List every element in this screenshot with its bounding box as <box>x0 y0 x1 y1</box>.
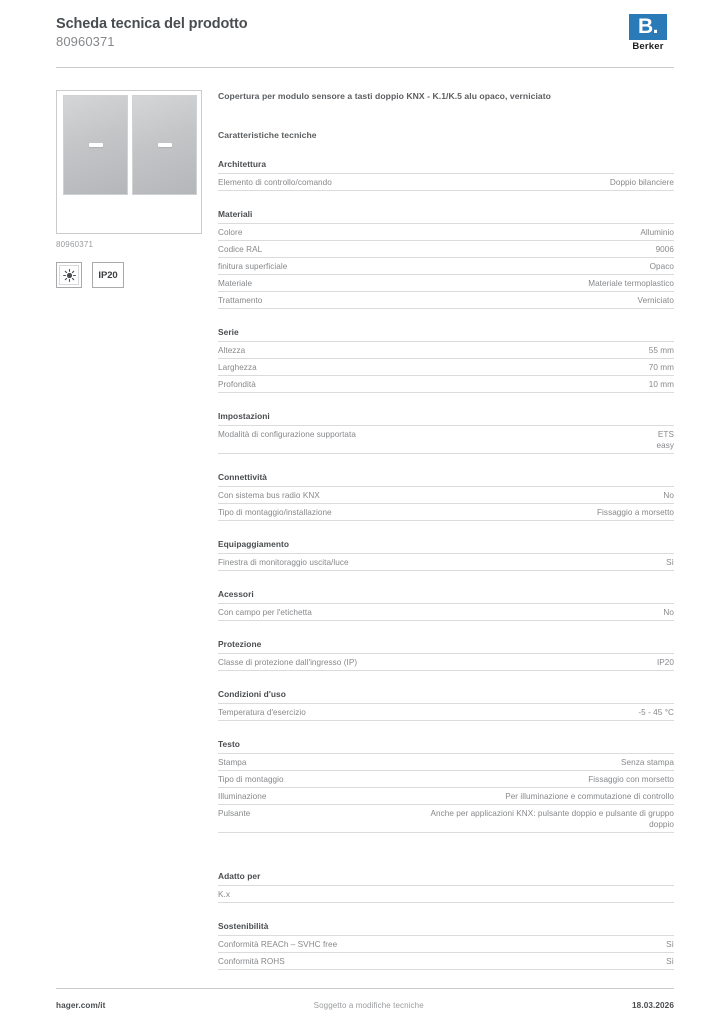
logo-mark-icon <box>629 14 667 40</box>
footer-website[interactable]: hager.com/it <box>56 1000 106 1010</box>
spec-row <box>218 754 674 771</box>
spec-row-label: Conformità REACh – SVHC free <box>218 939 338 949</box>
spec-rows <box>218 223 674 309</box>
spec-row-label: Con campo per l'etichetta <box>218 607 312 617</box>
rocker-slot-left-icon <box>89 143 103 147</box>
spec-row-value: ETS easy <box>656 429 674 450</box>
spec-row <box>218 704 674 721</box>
spec-row-label: Con sistema bus radio KNX <box>218 490 320 500</box>
page-footer <box>56 998 674 1012</box>
spec-row <box>218 359 674 376</box>
page-header <box>56 16 674 66</box>
spec-row-label: Modalità di configurazione supportata <box>218 429 356 439</box>
product-media-column <box>56 90 204 288</box>
spec-row-value: Alluminio <box>640 227 674 237</box>
spec-row-value: 70 mm <box>648 362 674 372</box>
ip-rating-badge <box>92 262 124 288</box>
spec-groups <box>218 159 674 970</box>
product-image-caption: 80960371 <box>56 240 94 249</box>
spec-rows <box>218 653 674 671</box>
spec-group <box>218 327 674 393</box>
spec-group-title: Connettività <box>218 472 267 482</box>
spec-group <box>218 209 674 309</box>
spec-row <box>218 426 674 454</box>
ip-rating-label: IP20 <box>98 269 118 281</box>
spec-row-value: Fissaggio a morsetto <box>597 507 674 517</box>
spec-row <box>218 771 674 788</box>
spec-row <box>218 886 674 903</box>
spec-row-value: IP20 <box>656 657 674 667</box>
spec-row <box>218 376 674 393</box>
logo-wordmark: Berker <box>632 41 664 52</box>
spec-row-value: Per illuminazione e commutazione di controllo <box>505 791 674 801</box>
spec-group-title: Equipaggiamento <box>218 539 290 549</box>
spec-row-label: K.x <box>218 889 230 899</box>
spec-row-label: Pulsante <box>218 808 251 818</box>
spec-row-label: Profondità <box>218 379 256 389</box>
technical-characteristics-heading: Caratteristiche tecniche <box>218 130 317 140</box>
footer-disclaimer: Soggetto a modifiche tecniche <box>313 1000 424 1010</box>
spec-row-value: Sì <box>666 956 674 966</box>
spec-group-title: Adatto per <box>218 871 261 881</box>
spec-row-label: Illuminazione <box>218 791 267 801</box>
spec-rows <box>218 703 674 721</box>
spec-row-value: 9006 <box>655 244 674 254</box>
spec-row-label: Trattamento <box>218 295 263 305</box>
spec-row <box>218 554 674 571</box>
product-description: Copertura per modulo sensore a tasti doppio KNX - K.1/K.5 alu opaco, verniciato <box>218 91 551 101</box>
spec-row-label: Finestra di monitoraggio uscita/luce <box>218 557 349 567</box>
rocker-slot-right-icon <box>158 143 172 147</box>
spec-row-value: Sì <box>666 557 674 567</box>
spec-rows <box>218 486 674 521</box>
spec-row-value: Sì <box>666 939 674 949</box>
spec-row-label: Codice RAL <box>218 244 263 254</box>
spec-row <box>218 805 674 833</box>
spec-group-title: Testo <box>218 739 240 749</box>
spec-group-title: Materiali <box>218 209 253 219</box>
spec-group-title: Sostenibilità <box>218 921 269 931</box>
spec-row <box>218 275 674 292</box>
spec-row <box>218 504 674 521</box>
spec-row <box>218 258 674 275</box>
spec-row-label: Conformità ROHS <box>218 956 285 966</box>
spec-group-title: Acessori <box>218 589 254 599</box>
spec-row-label: Altezza <box>218 345 246 355</box>
spec-row <box>218 292 674 309</box>
spec-group <box>218 639 674 671</box>
spec-row-value: Opaco <box>649 261 674 271</box>
product-badges <box>56 262 204 288</box>
spec-group <box>218 871 674 903</box>
rocker-right <box>132 95 197 195</box>
spec-row-label: Larghezza <box>218 362 257 372</box>
spec-row <box>218 174 674 191</box>
spec-row <box>218 342 674 359</box>
product-image <box>56 90 202 234</box>
spec-group-title: Condizioni d'uso <box>218 689 286 699</box>
spec-group <box>218 159 674 191</box>
spec-row-value: No <box>663 490 674 500</box>
spec-rows <box>218 173 674 191</box>
spec-row-value: Verniciato <box>637 295 674 305</box>
logo-mark-text: B. <box>638 15 658 38</box>
spec-row-value: Fissaggio con morsetto <box>588 774 674 784</box>
spec-row-label: Colore <box>218 227 243 237</box>
spec-row-label: Stampa <box>218 757 247 767</box>
spec-rows <box>218 425 674 454</box>
spec-row <box>218 604 674 621</box>
spec-row-value: 10 mm <box>648 379 674 389</box>
header-divider <box>56 67 674 68</box>
spec-group <box>218 539 674 571</box>
spec-group-title: Architettura <box>218 159 267 169</box>
spec-group <box>218 739 674 833</box>
spec-row-value: Doppio bilanciere <box>609 177 674 187</box>
spec-row <box>218 788 674 805</box>
spec-row <box>218 241 674 258</box>
article-number: 80960371 <box>56 34 115 49</box>
spec-group <box>218 921 674 970</box>
spec-rows <box>218 341 674 393</box>
spec-group <box>218 589 674 621</box>
spec-row-label: Elemento di controllo/comando <box>218 177 332 187</box>
spec-row-label: Tipo di montaggio <box>218 774 284 784</box>
spec-row-value: Anche per applicazioni KNX: pulsante doppio e pulsante di gruppo doppio <box>430 808 674 829</box>
footer-divider <box>56 988 674 989</box>
spec-row-label: Materiale <box>218 278 253 288</box>
footer-date: 18.03.2026 <box>632 1000 674 1010</box>
spec-row <box>218 953 674 970</box>
spec-group <box>218 411 674 454</box>
spec-row-value: No <box>663 607 674 617</box>
spec-rows <box>218 935 674 970</box>
spec-row <box>218 936 674 953</box>
spec-group-title: Serie <box>218 327 239 337</box>
illumination-icon <box>63 269 76 282</box>
spec-rows <box>218 553 674 571</box>
specifications-column <box>218 90 674 970</box>
berker-logo <box>622 14 674 56</box>
page-title: Scheda tecnica del prodotto <box>56 16 248 32</box>
spec-row-value: -5 - 45 °C <box>638 707 674 717</box>
product-illustration <box>62 95 198 199</box>
illumination-badge <box>56 262 82 288</box>
spec-row-label: Classe di protezione dall'ingresso (IP) <box>218 657 358 667</box>
spec-row-label: Tipo di montaggio/installazione <box>218 507 332 517</box>
spec-group <box>218 689 674 721</box>
spec-row-value: Materiale termoplastico <box>588 278 674 288</box>
spec-row-label: Temperatura d'esercizio <box>218 707 306 717</box>
spec-group <box>218 472 674 521</box>
spec-row-value: 55 mm <box>648 345 674 355</box>
spec-row-label: finitura superficiale <box>218 261 288 271</box>
spec-row-value: Senza stampa <box>621 757 674 767</box>
spec-row <box>218 654 674 671</box>
spec-group-title: Impostazioni <box>218 411 270 421</box>
spec-rows <box>218 603 674 621</box>
spec-group-title: Protezione <box>218 639 262 649</box>
spec-row <box>218 487 674 504</box>
spec-row <box>218 224 674 241</box>
spec-rows <box>218 753 674 833</box>
spec-rows <box>218 885 674 903</box>
rocker-left <box>63 95 128 195</box>
